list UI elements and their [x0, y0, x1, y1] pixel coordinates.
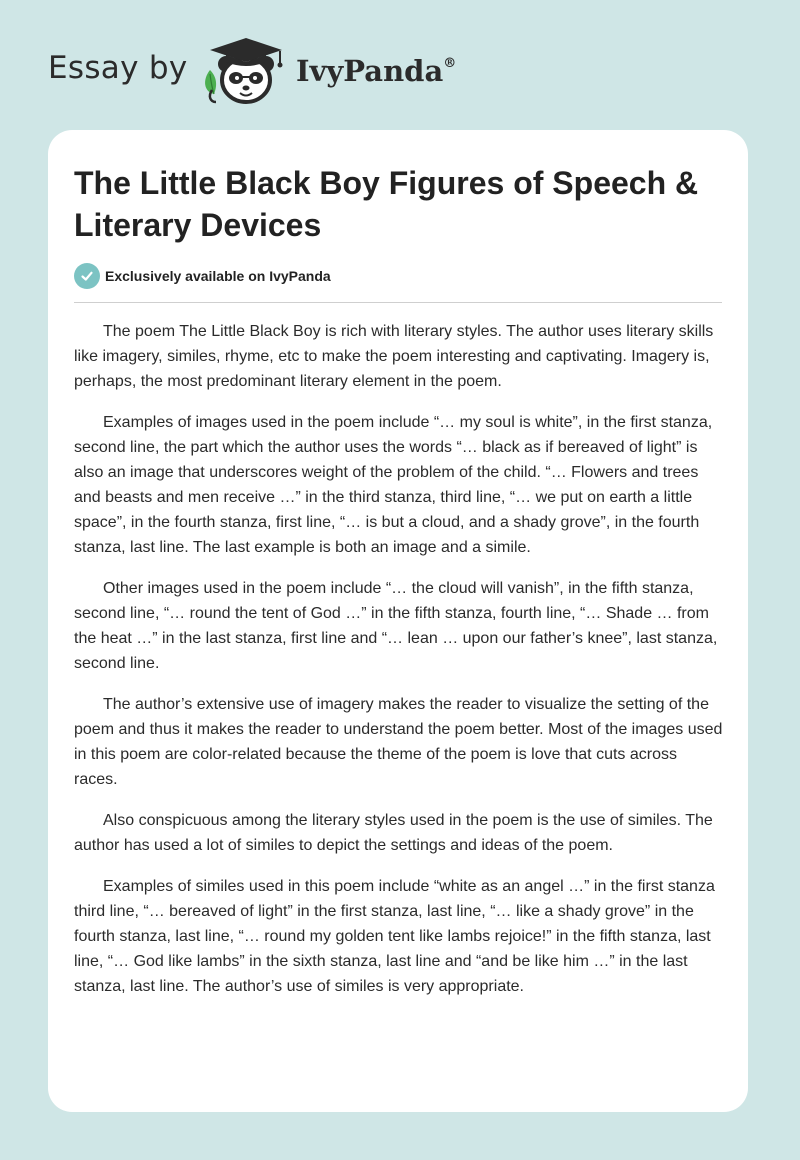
- title-divider: [74, 302, 722, 303]
- exclusive-badge-label: Exclusively available on IvyPanda: [105, 268, 331, 284]
- exclusive-badge: [74, 263, 331, 289]
- paragraph: Also conspicuous among the literary styles used in the poem is the use of similes. The author has used a lot of similes to depict the settings and ideas of the poem.: [74, 812, 713, 854]
- registered-mark: ®: [443, 56, 457, 72]
- paragraph: Other images used in the poem include “… the cloud will vanish”, in the fifth stanza, second line, “… round the tent of God …” in the fifth stanza, fourth line, “… Shade … from the heat …” in the last stanza, first line and “… lean … upon our father’s knee”, last stanza, second line.: [74, 580, 718, 672]
- brand-name[interactable]: [296, 54, 456, 88]
- brand-name-text: IvyPanda: [296, 54, 444, 88]
- essay-title: The Little Black Boy Figures of Speech & Literary Devices: [74, 165, 699, 243]
- essay-body: [74, 319, 724, 1015]
- paragraph: Examples of images used in the poem include “… my soul is white”, in the first stanza, second line, the part which the author uses the words “… black as if bereaved of light” is also an image that underscores weight of the problem of the child. “… Flowers and trees and beasts and men receive …” in the third stanza, third line, “… we put on earth a little space”, in the fourth stanza, first line, “… is but a cloud, and a shady grove”, in the fourth stanza, last line. The last example is both an image and a simile.: [74, 414, 713, 556]
- panda-logo-icon[interactable]: [200, 34, 292, 110]
- paragraph: Examples of similes used in this poem include “white as an angel …” in the first stanza third line, “… bereaved of light” in the first stanza, last line, “… like a shady grove” in the fourth stanza, last line, “… round my golden tent like lambs rejoice!” in the fifth stanza, last line, “… God like lambs” in the sixth stanza, last line and “and be like him …” in the last stanza, last line. The author’s use of similes is very appropriate.: [74, 878, 715, 995]
- essay-card: [48, 130, 748, 1112]
- essay-by-label: Essay by: [48, 50, 188, 86]
- check-circle-icon: [74, 263, 100, 289]
- site-header: [0, 0, 800, 130]
- paragraph: The author’s extensive use of imagery makes the reader to visualize the setting of the poem and thus it makes the reader to understand the poem better. Most of the images used in this poem are color-related because the theme of the poem is love that cuts across races.: [74, 696, 723, 788]
- paragraph: The poem The Little Black Boy is rich with literary styles. The author uses literary skills like imagery, similes, rhyme, etc to make the poem interesting and captivating. Imagery is, perhaps, the most predominant literary element in the poem.: [74, 323, 714, 390]
